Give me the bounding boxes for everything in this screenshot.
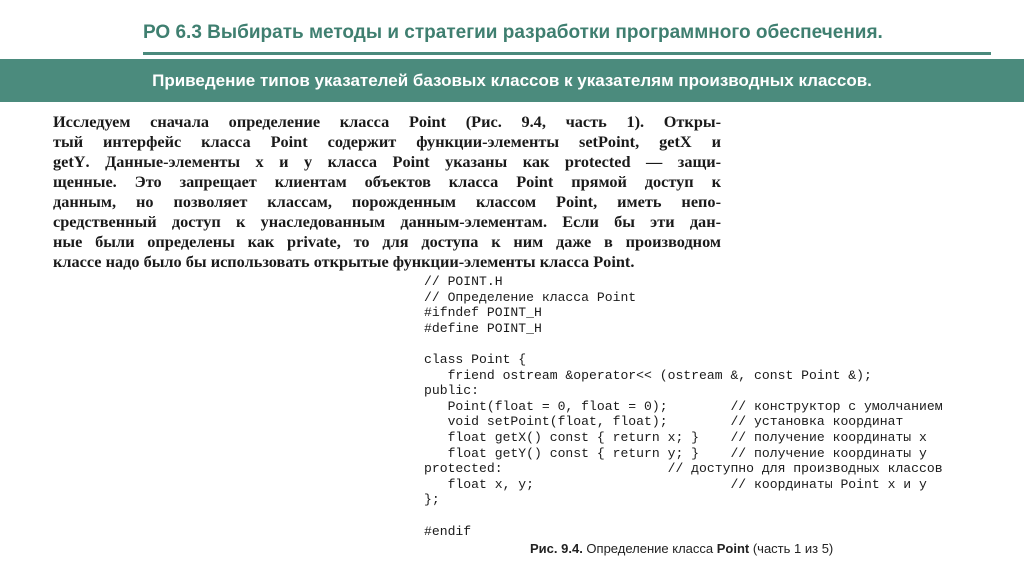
paragraph-fragment: (Рис. 9.4, часть 1). Откры- (446, 112, 721, 131)
paragraph-fragment: содержит функции-элементы (307, 132, 579, 151)
paragraph-fragment: Исследуем сначала определение класса (53, 112, 409, 131)
paragraph-fragment: указаны как (429, 152, 565, 171)
slide-title: РО 6.3 Выбирать методы и стратегии разработки программного обеспечения. (143, 22, 883, 43)
paragraph-bold-term: getY (53, 152, 86, 171)
code-line: }; (424, 492, 440, 508)
paragraph-fragment: . (630, 252, 635, 271)
code-line: float getY() const { return y; } // получение координаты y (424, 445, 927, 461)
code-line: float x, y; // координаты Point x и y (424, 476, 927, 492)
caption-text-after: (часть 1 из 5) (749, 541, 834, 556)
code-line: class Point { (424, 351, 527, 367)
paragraph-bold-term: protected (564, 152, 631, 171)
caption-text-before: Определение класса (582, 541, 717, 556)
code-line: // POINT.H (424, 274, 503, 289)
paragraph-line (53, 252, 721, 272)
paragraph-fragment: прямой доступ к (553, 172, 721, 191)
code-line (424, 336, 1019, 352)
paragraph-line (53, 192, 721, 212)
paragraph-fragment: средственный доступ к унаследованным данным-элементам. Если бы эти дан- (53, 212, 721, 231)
paragraph-bold-term: x (255, 152, 264, 171)
code-line: public: (424, 383, 480, 399)
paragraph-fragment: , то для доступа к ним даже в производном (336, 232, 721, 251)
paragraph-bold-term: Point (270, 132, 308, 151)
paragraph-bold-term: Point (516, 172, 554, 191)
code-line: #endif (424, 523, 472, 539)
paragraph-fragment: , (635, 132, 660, 151)
code-line (424, 508, 1019, 524)
code-line: friend ostream &operator<< (ostream &, const Point &); (424, 367, 872, 383)
paragraph-line (53, 132, 721, 152)
paragraph-fragment: класса (312, 152, 393, 171)
paragraph-bold-term: private (287, 232, 337, 251)
paragraph-fragment: ные были определены как (53, 232, 288, 251)
code-line: // Определение класса Point (424, 289, 637, 305)
paragraph-line (53, 112, 721, 132)
title-underline (143, 52, 991, 55)
code-line: Point(float = 0, float = 0); // конструктор с умолчанием (424, 398, 943, 414)
banner-text: Приведение типов указателей базовых классов к указателям производных классов. (152, 70, 872, 90)
paragraph-fragment: классе надо было бы использовать открытые функции-элементы класса (53, 252, 594, 271)
paragraph-fragment: . Данные-элементы (85, 152, 256, 171)
paragraph-fragment: щенные. Это запрещает клиентам объектов класса (53, 172, 517, 191)
paragraph-fragment: данным, но позволяет классам, порожденным классом (53, 192, 557, 211)
paragraph-line (53, 212, 721, 232)
paragraph-fragment: — защи- (630, 152, 721, 171)
code-line: void setPoint(float, float); // установка координат (424, 414, 904, 430)
paragraph-fragment: и (263, 152, 304, 171)
code-listing (424, 274, 1019, 539)
paragraph-bold-term: setPoint (579, 132, 636, 151)
paragraph-fragment: тый интерфейс класса (53, 132, 271, 151)
paragraph-bold-term: Point (556, 192, 594, 211)
paragraph-bold-term: Point (408, 112, 447, 131)
code-line: #define POINT_H (424, 320, 542, 336)
caption-number: Рис. 9.4. (530, 541, 583, 556)
caption-class-name: Point (716, 541, 750, 556)
code-line: float getX() const { return x; } // получение координаты x (424, 429, 927, 445)
code-line: protected: // доступно для производных классов (424, 461, 943, 477)
paragraph-line (53, 232, 721, 252)
paragraph-fragment: , иметь непо- (593, 192, 721, 211)
code-line: #ifndef POINT_H (424, 305, 542, 321)
paragraph-bold-term: getX (659, 132, 692, 151)
paragraph-text (53, 112, 721, 272)
paragraph-fragment: и (691, 132, 721, 151)
paragraph-line (53, 172, 721, 192)
figure-caption (530, 541, 990, 556)
paragraph-bold-term: y (303, 152, 313, 171)
paragraph-bold-term: Point (392, 152, 430, 171)
paragraph-line (53, 152, 721, 172)
section-banner (0, 59, 1024, 102)
paragraph-bold-term: Point (593, 252, 631, 271)
